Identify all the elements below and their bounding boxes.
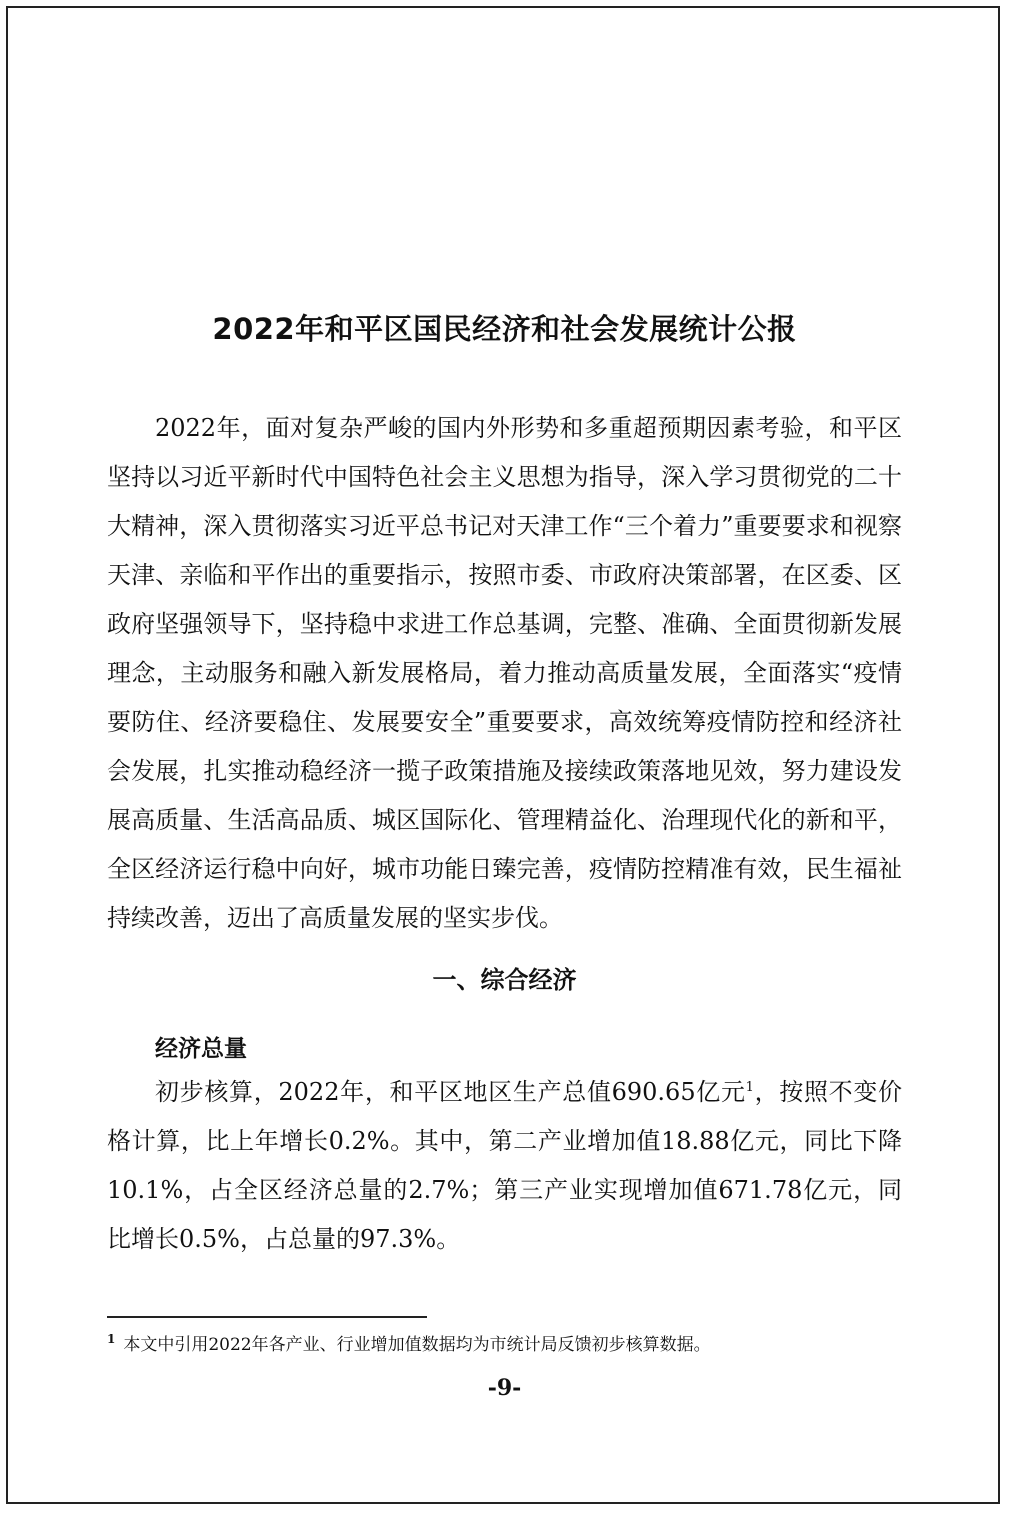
subsection-heading: 经济总量 — [155, 1036, 247, 1062]
footnote-text: 本文中引用2022年各产业、行业增加值数据均为市统计局反馈初步核算数据。 — [123, 1335, 711, 1355]
page-title: 2022年和平区国民经济和社会发展统计公报 — [212, 312, 797, 346]
footnote-mark: 1 — [107, 1332, 116, 1347]
footnote — [107, 1330, 902, 1355]
footnote-divider — [107, 1316, 427, 1318]
economy-text-part1: 初步核算，2022年，和平区地区生产总值690.65亿元 — [155, 1078, 746, 1106]
page-number: -9- — [487, 1375, 522, 1401]
footnote-reference[interactable]: 1 — [745, 1080, 754, 1095]
section-heading: 一、综合经济 — [432, 966, 577, 994]
economy-text-part2: ，按照不变价格计算，比上年增长0.2%。其中，第二产业增加值18.88亿元，同比下降10.1%，占全区经济总量的2.7%；第三产业实现增加值671.78亿元，同比增长0.5%，占总量的97.3%。 — [107, 1078, 902, 1253]
economy-paragraph — [107, 1068, 902, 1264]
intro-paragraph: 2022年，面对复杂严峻的国内外形势和多重超预期因素考验，和平区坚持以习近平新时代中国特色社会主义思想为指导，深入学习贯彻党的二十大精神，深入贯彻落实习近平总书记对天津工作“三个着力”重要要求和视察天津、亲临和平作出的重要指示，按照市委、市政府决策部署，在区委、区政府坚强领导下，坚持稳中求进工作总基调，完整、准确、全面贯彻新发展理念，主动服务和融入新发展格局，着力推动高质量发展，全面落实“疫情要防住、经济要稳住、发展要安全”重要要求，高效统筹疫情防控和经济社会发展，扎实推动稳经济一揽子政策措施及接续政策落地见效，努力建设发展高质量、生活高品质、城区国际化、管理精益化、治理现代化的新和平，全区经济运行稳中向好，城市功能日臻完善，疫情防控精准有效，民生福祉持续改善，迈出了高质量发展的坚实步伐。 — [107, 414, 902, 932]
